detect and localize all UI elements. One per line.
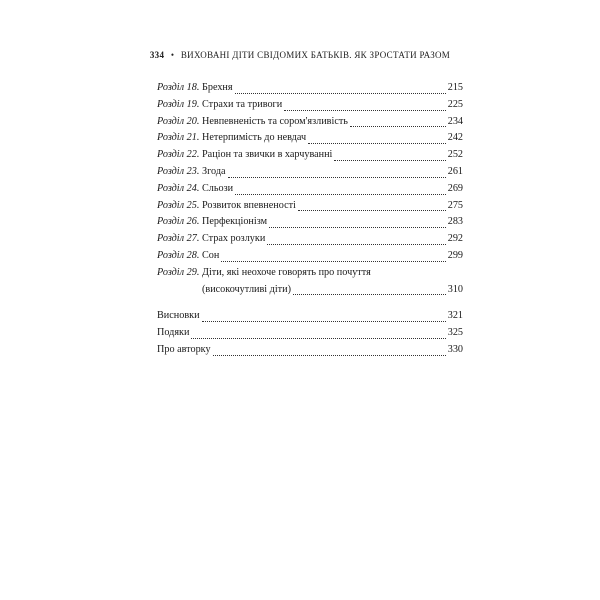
chapter-page: 225 [447,98,463,110]
chapter-page: 299 [447,249,463,261]
toc-entry-25 [157,198,463,215]
dot-leader [191,338,445,339]
dot-leader [334,160,445,161]
dot-leader [350,126,446,127]
chapter-title: Брехня [202,82,233,93]
chapter-number: Розділ 27. [157,233,200,245]
dot-leader [235,93,446,94]
toc-entry-19 [157,97,463,114]
chapter-number: Розділ 29. [157,266,200,278]
chapter-page: 252 [447,149,463,161]
chapter-number: Розділ 18. [157,82,200,93]
backmatter-title: Подяки [157,327,190,339]
chapter-number: Розділ 22. [157,149,200,161]
chapter-page: 261 [447,165,463,177]
chapter-number: Розділ 21. [157,132,200,144]
chapter-title-line-1: Діти, які неохоче говорять про почуття [202,266,371,278]
chapter-page: 310 [447,283,463,295]
toc-entry-27 [157,231,463,248]
chapter-page: 275 [447,199,463,211]
toc-entry-23 [157,164,463,181]
section-gap [157,298,463,308]
chapter-number: Розділ 19. [157,98,200,110]
chapter-page: 215 [447,82,463,93]
chapter-page: 234 [447,115,463,127]
dot-leader [235,194,446,195]
backmatter-title: Про авторку [157,343,211,355]
chapter-page: 292 [447,233,463,245]
chapter-number: Розділ 20. [157,115,200,127]
dot-leader [293,294,446,295]
toc-entry-28 [157,248,463,265]
toc-entry-acknowledgements [157,325,463,342]
dot-leader [202,321,446,322]
chapter-title: Нетерпимість до невдач [202,132,307,144]
chapter-title: Розвиток впевненості [202,199,296,211]
toc-entry-24 [157,181,463,198]
toc-entry-22 [157,147,463,164]
chapter-title-line-2: (високочутливі діти) [202,283,291,295]
dot-leader [269,227,446,228]
toc-entry-26 [157,214,463,231]
dot-leader [221,261,445,262]
book-title: ВИХОВАНІ ДІТИ СВІДОМИХ БАТЬКІВ. ЯК ЗРОСТАТИ РАЗОМ [180,50,451,60]
chapter-title: Страхи та тривоги [202,98,283,110]
chapter-title: Перфекціонізм [202,216,268,228]
chapter-title: Страх розлуки [202,233,266,245]
dot-leader [213,355,446,356]
chapter-page: 242 [447,132,463,144]
toc-entry-conclusions [157,308,463,325]
chapter-number: Розділ 24. [157,182,200,194]
page-number: 334 [149,50,165,60]
chapter-number: Розділ 26. [157,216,200,228]
chapter-title: Сльози [202,182,234,194]
backmatter-title: Висновки [157,310,200,322]
toc-entry-20 [157,114,463,131]
backmatter-page: 321 [447,310,463,322]
chapter-title: Сон [202,249,220,261]
toc-entry-18 [157,80,463,97]
chapter-number: Розділ 25. [157,199,200,211]
running-header [0,50,600,60]
chapter-title: Раціон та звички в харчуванні [202,149,333,161]
toc-entry-21 [157,130,463,147]
dot-leader [308,143,446,144]
dot-leader [298,210,446,211]
chapter-number: Розділ 23. [157,165,200,177]
chapter-page: 269 [447,182,463,194]
dot-leader [228,177,446,178]
backmatter-page: 325 [447,327,463,339]
header-bullet: • [170,50,175,60]
dot-leader [284,110,446,111]
chapter-page: 283 [447,216,463,228]
toc-entry-about-author [157,342,463,359]
chapter-title: Згода [202,165,226,177]
backmatter-page: 330 [447,343,463,355]
table-of-contents [157,80,463,359]
toc-entry-29 [157,265,463,299]
chapter-number: Розділ 28. [157,249,200,261]
dot-leader [267,244,445,245]
chapter-title: Невпевненість та сором'язливість [202,115,348,127]
